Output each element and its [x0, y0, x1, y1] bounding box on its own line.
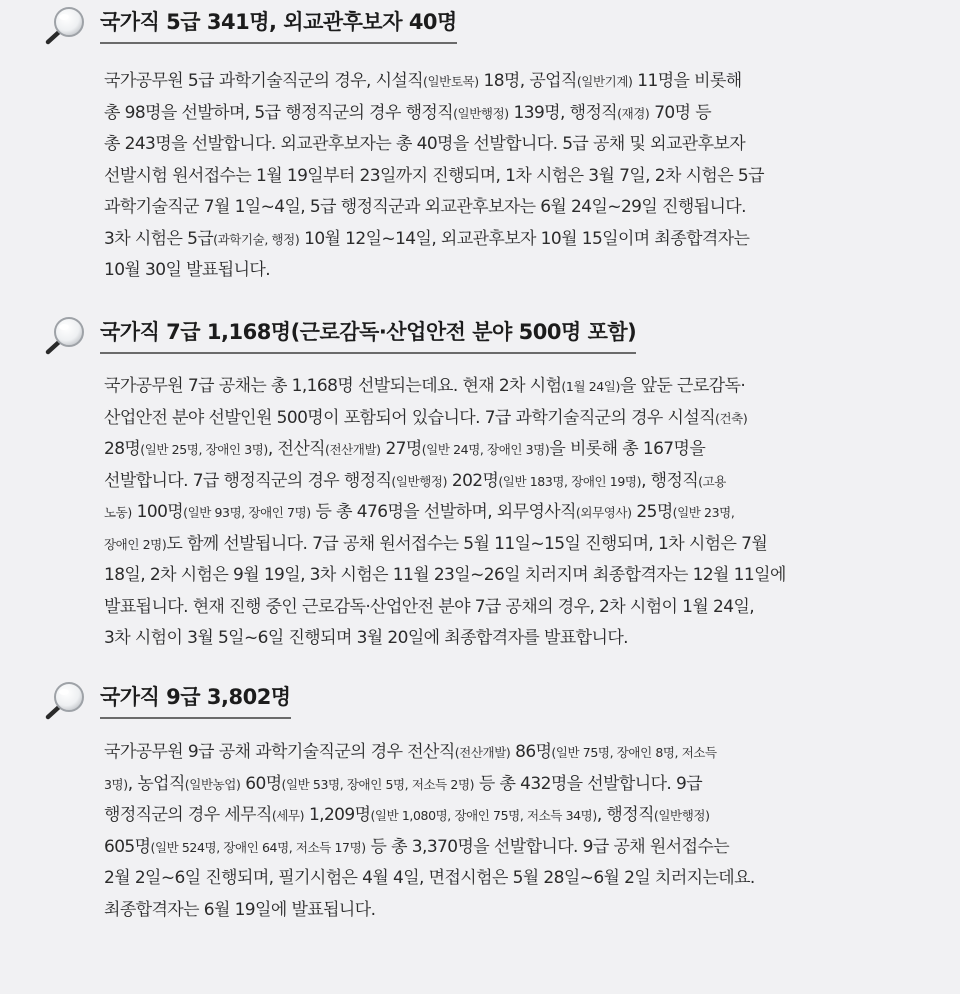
text-run: 도 함께 선발됩니다. 7급 공채 원서접수는 5월 11일~15일 진행되며, 1차 시험은 7월 [166, 533, 768, 554]
text-run: 등 총 3,370명을 선발합니다. 9급 공채 원서접수는 [365, 836, 730, 857]
paragraph-line [104, 737, 904, 769]
parenthetical-note: (일반행정) [453, 105, 509, 121]
text-run: 을 비롯해 총 167명을 [549, 439, 706, 459]
paragraph-line [104, 403, 904, 435]
parenthetical-note: (1월 24일) [561, 379, 620, 394]
section-heading [0, 677, 960, 725]
section-body [104, 66, 904, 287]
parenthetical-note: (일반기계) [576, 74, 633, 89]
parenthetical-note: 장애인 2명) [104, 536, 167, 552]
parenthetical-note: (건축) [715, 410, 748, 426]
parenthetical-note: (일반토목) [423, 74, 479, 89]
text-run: 10월 12일~14일, 외교관후보자 10월 15일이며 최종합격자는 [299, 228, 750, 249]
text-run: 86명 [510, 742, 552, 762]
parenthetical-note: (세무) [271, 808, 305, 823]
text-run: 18일, 2차 시험은 9월 19일, 3차 시험은 11월 23일~26일 치러지며 최종합격자는 12월 11일에 [104, 565, 786, 585]
paragraph-line [104, 466, 904, 498]
text-run: 100명 [131, 502, 184, 522]
parenthetical-note: (일반 524명, 장애인 64명, 저소득 17명) [150, 839, 366, 855]
text-run: , 행정직 [596, 805, 654, 825]
parenthetical-note: (고용 [698, 473, 726, 489]
paragraph-line [104, 129, 904, 161]
parenthetical-note: (외무영사) [575, 505, 632, 520]
text-run: 산업안전 분야 선발인원 500명이 포함되어 있습니다. 7급 과학기술직군의 경우 시설직 [104, 407, 716, 428]
text-run: 27명 [380, 439, 422, 459]
paragraph-line [104, 769, 904, 801]
paragraph-line [104, 371, 904, 403]
text-run: 605명 [104, 836, 151, 857]
section-title: 국가직 9급 3,802명 [100, 681, 291, 719]
text-run: 을 앞둔 근로감독· [619, 376, 746, 396]
parenthetical-note: (재경) [617, 105, 650, 121]
section-body [104, 737, 904, 926]
text-run: 1,209명 [304, 805, 371, 825]
parenthetical-note: (일반 25명, 장애인 3명) [140, 442, 268, 457]
text-run: 60명 [240, 773, 282, 794]
paragraph-line [104, 560, 904, 592]
text-run: 총 243명을 선발합니다. 외교관후보자는 총 40명을 선발합니다. 5급 공채 및 외교관후보자 [104, 134, 746, 154]
text-run: , 행정직 [641, 470, 699, 491]
text-run: 과학기술직군 7월 1일~4일, 5급 행정직군과 외교관후보자는 6월 24일~29일 진행됩니다. [104, 197, 746, 217]
magnifier-icon [40, 2, 88, 50]
paragraph-line [104, 623, 904, 655]
paragraph-line [104, 832, 904, 864]
text-run: 18명, 공업직 [478, 71, 577, 91]
paragraph-line [104, 192, 904, 224]
magnifier-icon [40, 677, 88, 725]
text-run: 28명 [104, 439, 141, 459]
text-run: 선발합니다. 7급 행정직군의 경우 행정직 [104, 470, 392, 491]
text-run: 139명, 행정직 [508, 102, 618, 123]
text-run: 국가공무원 7급 공채는 총 1,168명 선발되는데요. 현재 2차 시험 [104, 376, 562, 396]
parenthetical-note: (일반행정) [391, 473, 448, 489]
paragraph-line [104, 98, 904, 130]
text-run: 발표됩니다. 현재 진행 중인 근로감독·산업안전 분야 7급 공채의 경우, 2차 시험이 1월 24일, [104, 596, 755, 617]
parenthetical-note: (일반 183명, 장애인 19명) [498, 473, 642, 489]
paragraph-line [104, 800, 904, 832]
section-9급 [0, 677, 960, 920]
parenthetical-note: (일반농업) [184, 776, 241, 792]
section-title: 국가직 5급 341명, 외교관후보자 40명 [100, 6, 457, 44]
text-run: , 전산직 [267, 439, 325, 459]
parenthetical-note: 노동) [104, 505, 132, 520]
paragraph-line [104, 592, 904, 624]
parenthetical-note: 3명) [104, 776, 128, 792]
paragraph-line [104, 434, 904, 466]
section-7급 [0, 312, 960, 648]
text-run: 국가공무원 9급 공채 과학기술직군의 경우 전산직 [104, 742, 455, 762]
paragraph-line [104, 497, 904, 529]
magnifier-icon [40, 312, 88, 360]
paragraph-line [104, 895, 904, 927]
section-heading [0, 312, 960, 360]
paragraph-line [104, 863, 904, 895]
section-heading [0, 2, 960, 50]
text-run: 25명 [631, 502, 673, 522]
paragraph-line [104, 66, 904, 98]
text-run: 3차 시험은 5급 [104, 228, 214, 249]
parenthetical-note: (일반 1,080명, 장애인 75명, 저소득 34명) [370, 808, 597, 823]
parenthetical-note: (일반 75명, 장애인 8명, 저소득 [551, 745, 717, 760]
text-run: , 농업직 [127, 773, 185, 794]
parenthetical-note: (일반 53명, 장애인 5명, 저소득 2명) [281, 776, 475, 792]
text-run: 70명 등 [649, 102, 712, 123]
text-run: 2월 2일~6일 진행되며, 필기시험은 4월 4일, 면접시험은 5월 28일~6월 2일 치러지는데요. [104, 868, 755, 888]
parenthetical-note: (일반행정) [653, 808, 710, 823]
text-run: 등 총 476명을 선발하며, 외무영사직 [310, 502, 576, 522]
paragraph-line [104, 529, 904, 561]
parenthetical-note: (전산개발) [454, 745, 511, 760]
text-run: 등 총 432명을 선발합니다. 9급 [474, 773, 703, 794]
text-run: 3차 시험이 3월 5일~6일 진행되며 3월 20일에 최종합격자를 발표합니다. [104, 628, 628, 648]
text-run: 202명 [447, 470, 499, 491]
text-run: 국가공무원 5급 과학기술직군의 경우, 시설직 [104, 71, 424, 91]
section-title: 국가직 7급 1,168명(근로감독·산업안전 분야 500명 포함) [100, 316, 636, 354]
text-run: 선발시험 원서접수는 1월 19일부터 23일까지 진행되며, 1차 시험은 3월 7일, 2차 시험은 5급 [104, 165, 764, 186]
parenthetical-note: (일반 93명, 장애인 7명) [183, 505, 311, 520]
section-body [104, 371, 904, 655]
paragraph-line [104, 161, 904, 193]
paragraph-line [104, 255, 904, 287]
parenthetical-note: (전산개발) [324, 442, 381, 457]
section-5급 [0, 0, 960, 280]
text-run: 10월 30일 발표됩니다. [104, 260, 271, 280]
parenthetical-note: (과학기술, 행정) [213, 231, 300, 247]
paragraph-line [104, 224, 904, 256]
parenthetical-note: (일반 23명, [672, 505, 735, 520]
parenthetical-note: (일반 24명, 장애인 3명) [421, 442, 550, 457]
text-run: 11명을 비롯해 [632, 71, 742, 91]
text-run: 행정직군의 경우 세무직 [104, 805, 272, 825]
text-run: 최종합격자는 6월 19일에 발표됩니다. [104, 899, 376, 920]
text-run: 총 98명을 선발하며, 5급 행정직군의 경우 행정직 [104, 102, 454, 123]
